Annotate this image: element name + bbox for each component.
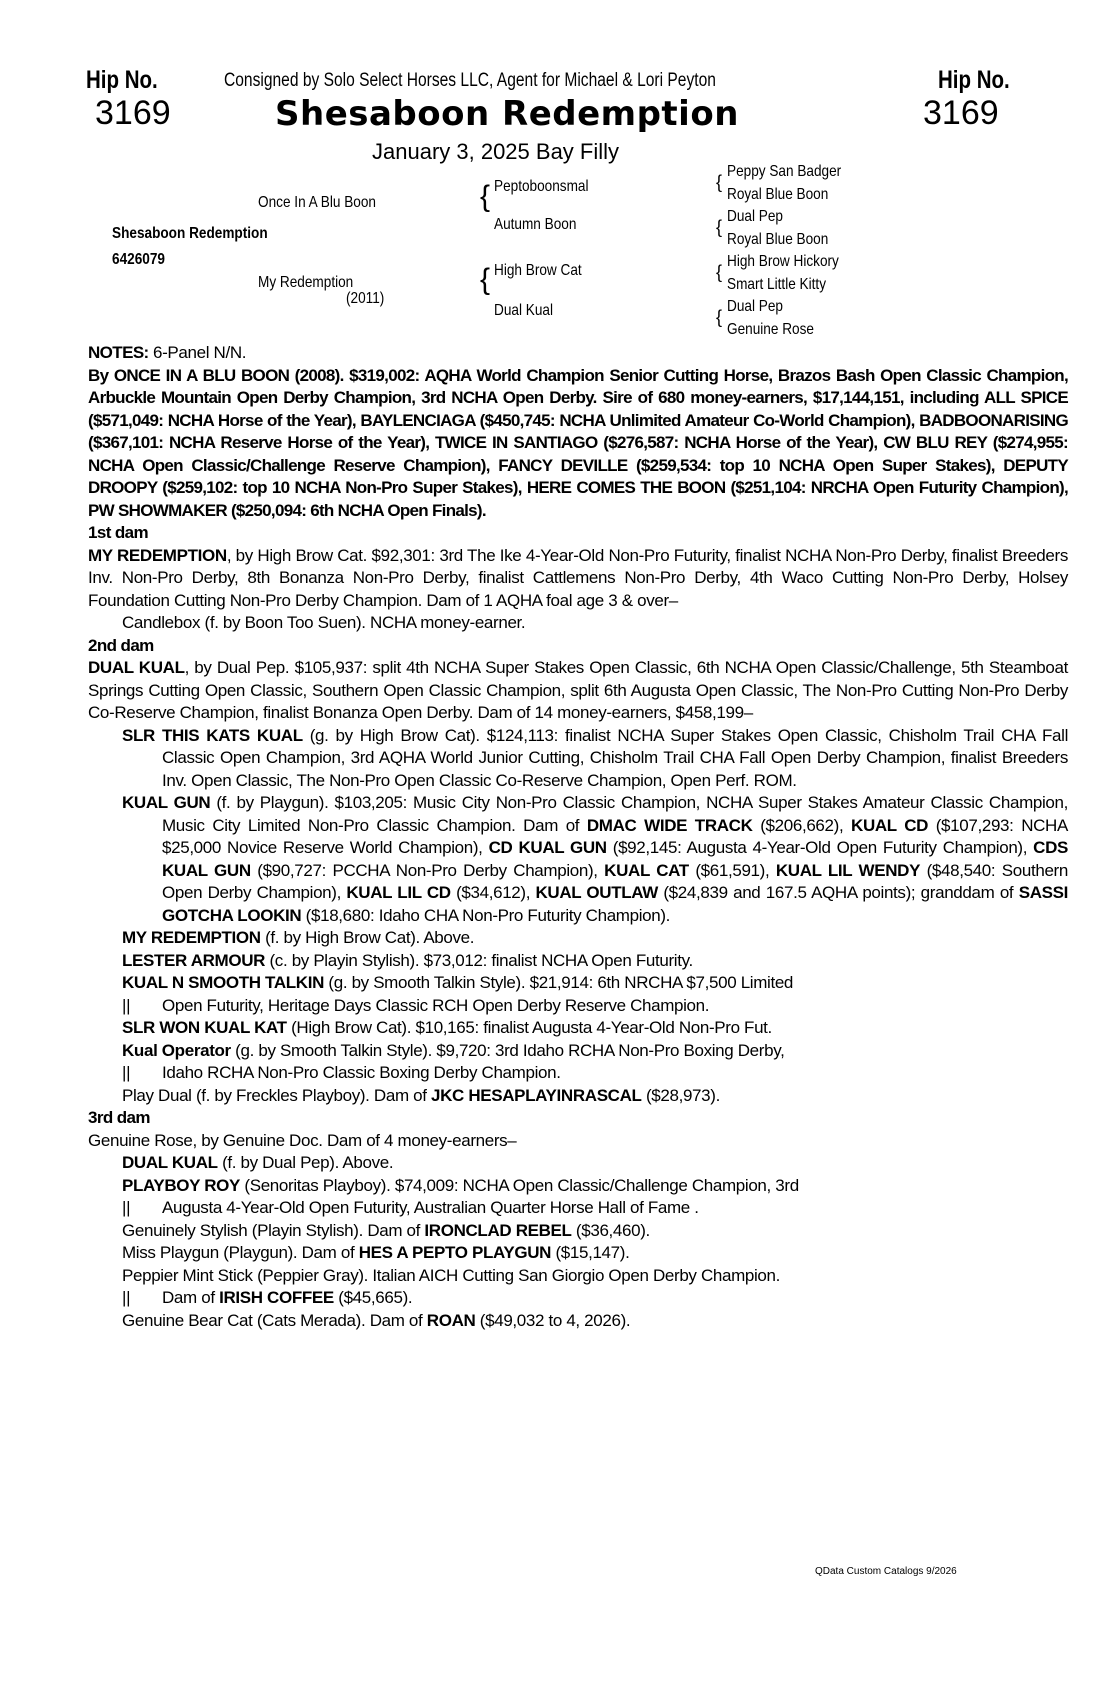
continuation-bar: || bbox=[122, 1063, 131, 1082]
catalog-footer: QData Custom Catalogs 9/2026 bbox=[815, 1566, 957, 1577]
registration-number: 6426079 bbox=[112, 251, 165, 268]
consignor: Consigned by Solo Select Horses LLC, Agent for Michael & Lori Peyton bbox=[224, 70, 716, 91]
brace-g2: { bbox=[716, 217, 723, 237]
first-dam-paragraph: MY REDEMPTION, by High Brow Cat. $92,301: 3rd The Ike 4-Year-Old Non-Pro Futurity, finalist NCHA Non-Pro Derby, finalist Breeders Inv. Non-Pro Derby, 8th Bonanza Non-Pro Derby, finalist Cattlemens Non-Pro Derby, 4th Waco Cutting Non-Pro Derby, Holsey Foundation Cutting Non-Pro Derby Champion. Dam of 1 AQHA foal age 3 & over– bbox=[88, 545, 1068, 610]
produce-entry: KUAL N SMOOTH TALKIN (g. by Smooth Talkin Style). $21,914: 6th NRCHA $7,500 Limited bbox=[122, 973, 794, 992]
produce-entry: DUAL KUAL (f. by Dual Pep). Above. bbox=[122, 1153, 394, 1172]
pedigree-g1: Peppy San Badger bbox=[727, 163, 842, 180]
brace-g4: { bbox=[716, 307, 723, 327]
hip-number-right: 3169 bbox=[923, 94, 999, 132]
pedigree-dam: My Redemption bbox=[258, 274, 354, 291]
horse-name: Shesaboon Redemption bbox=[275, 94, 739, 134]
produce-entry: Miss Playgun (Playgun). Dam of HES A PEPTO PLAYGUN ($15,147). bbox=[122, 1243, 630, 1262]
produce-entry: Play Dual (f. by Freckles Playboy). Dam of JKC HESAPLAYINRASCAL ($28,973). bbox=[122, 1085, 720, 1105]
pedigree-sire-sire: Peptoboonsmal bbox=[494, 178, 589, 195]
pedigree-g4: Royal Blue Boon bbox=[727, 231, 829, 248]
pedigree-dam-sire: High Brow Cat bbox=[494, 262, 582, 279]
catalog-body bbox=[88, 342, 1068, 1332]
hip-number-left: 3169 bbox=[95, 94, 171, 132]
pedigree-sire: Once In A Blu Boon bbox=[258, 194, 376, 211]
hip-label-left: Hip No. bbox=[86, 66, 158, 94]
foaling-info: January 3, 2025 Bay Filly bbox=[372, 139, 620, 164]
hip-label-right: Hip No. bbox=[938, 66, 1010, 94]
second-dam-heading: 2nd dam bbox=[88, 635, 154, 655]
pedigree-sire-dam: Autumn Boon bbox=[494, 216, 577, 233]
produce-entry: Genuine Bear Cat (Cats Merada). Dam of ROAN ($49,032 to 4, 2026). bbox=[122, 1310, 631, 1330]
sire-paragraph: By ONCE IN A BLU BOON (2008). $319,002: AQHA World Champion Senior Cutting Horse, Brazos Bash Open Classic Champion, Arbuckle Mountain Open Derby Champion, 3rd NCHA Open Derby. Sire of 680 money-earners, $17,144,151, including ALL SPICE ($571,049: NCHA Horse of the Year), BAYLENCIAGA ($450,745: NCHA Unlimited Amateur Co-World Champion), BADBOONARISING ($367,101: NCHA Reserve Horse of the Year), TWICE IN SANTIAGO ($276,587: NCHA Horse of the Year), CW BLU REY ($274,955: NCHA Open Classic/Challenge Reserve Champion), FANCY DEVILLE ($259,534: top 10 NCHA Open Super Stakes), DEPUTY DROOPY ($259,102: top 10 NCHA Non-Pro Super Stakes), HERE COMES THE BOON ($251,104: NRCHA Open Futurity Champion), PW SHOWMAKER ($250,094: 6th NCHA Open Finals). bbox=[88, 365, 1068, 520]
produce-entry: MY REDEMPTION (f. by High Brow Cat). Above. bbox=[122, 928, 475, 947]
continuation-bar: || bbox=[122, 1198, 131, 1217]
produce-entry: Kual Operator (g. by Smooth Talkin Style). $9,720: 3rd Idaho RCHA Non-Pro Boxing Derby, bbox=[122, 1040, 785, 1060]
continuation-bar: || bbox=[122, 1288, 131, 1307]
first-dam-heading: 1st dam bbox=[88, 523, 149, 542]
produce-continuation: || Open Futurity, Heritage Days Classic RCH Open Derby Reserve Champion. bbox=[122, 995, 1068, 1018]
pedigree-dam-dam: Dual Kual bbox=[494, 302, 553, 319]
pedigree-g8: Genuine Rose bbox=[727, 321, 814, 338]
pedigree-g2: Royal Blue Boon bbox=[727, 186, 829, 203]
brace-sire: { bbox=[480, 180, 491, 213]
brace-dam: { bbox=[480, 263, 491, 296]
brace-g3: { bbox=[716, 262, 723, 282]
produce-entry: SLR WON KUAL KAT (High Brow Cat). $10,165: finalist Augusta 4-Year-Old Non-Pro Fut. bbox=[122, 1018, 772, 1037]
third-dam-paragraph: Genuine Rose, by Genuine Doc. Dam of 4 money-earners– bbox=[88, 1130, 517, 1150]
brace-g1: { bbox=[716, 172, 723, 192]
pedigree-subject: Shesaboon Redemption bbox=[112, 225, 268, 242]
produce-continuation: || Idaho RCHA Non-Pro Classic Boxing Derby Champion. bbox=[122, 1062, 1068, 1085]
first-dam-produce: Candlebox (f. by Boon Too Suen). NCHA money-earner. bbox=[122, 613, 526, 632]
produce-entry: SLR THIS KATS KUAL (g. by High Brow Cat). $124,113: finalist NCHA Super Stakes Open Classic, Chisholm Trail CHA Fall Classic Open Champion, 3rd AQHA World Junior Cutting, Chisholm Trail CHA Fall Open Derby Champion, finalist Breeders Inv. Open Classic, The Non-Pro Open Classic Co-Reserve Champion, Open Perf. ROM. bbox=[122, 725, 1068, 790]
pedigree-g6: Smart Little Kitty bbox=[727, 276, 827, 293]
pedigree-g7: Dual Pep bbox=[727, 298, 783, 315]
notes: NOTES: 6-Panel N/N. bbox=[88, 343, 247, 362]
produce-entry: Peppier Mint Stick (Peppier Gray). Italian AICH Cutting San Giorgio Open Derby Champion. bbox=[122, 1265, 781, 1285]
produce-entry: LESTER ARMOUR (c. by Playin Stylish). $73,012: finalist NCHA Open Futurity. bbox=[122, 950, 693, 970]
third-dam-heading: 3rd dam bbox=[88, 1108, 150, 1127]
produce-continuation: || Dam of IRISH COFFEE ($45,665). bbox=[122, 1287, 1068, 1310]
produce-entry: PLAYBOY ROY (Senoritas Playboy). $74,009: NCHA Open Classic/Challenge Champion, 3rd bbox=[122, 1175, 799, 1195]
continuation-bar: || bbox=[122, 995, 131, 1015]
produce-continuation: || Augusta 4-Year-Old Open Futurity, Australian Quarter Horse Hall of Fame . bbox=[122, 1197, 1068, 1220]
pedigree-g3: Dual Pep bbox=[727, 208, 783, 225]
pedigree-dam-year: (2011) bbox=[346, 290, 385, 307]
pedigree-g5: High Brow Hickory bbox=[727, 253, 839, 270]
second-dam-paragraph: DUAL KUAL, by Dual Pep. $105,937: split 4th NCHA Super Stakes Open Classic, 6th NCHA Open Classic/Challenge, 5th Steamboat Springs Cutting Open Classic, Southern Open Classic Champion, split 6th Augusta Open Classic, The Non-Pro Cutting Non-Pro Derby Co-Reserve Champion, finalist Bonanza Open Derby. Dam of 14 money-earners, $458,199– bbox=[88, 658, 1068, 722]
produce-entry: KUAL GUN (f. by Playgun). $103,205: Music City Non-Pro Classic Champion, NCHA Super Stakes Amateur Classic Champion, Music City Limited Non-Pro Classic Champion. Dam of DMAC WIDE TRACK ($206,662), KUAL CD ($107,293: NCHA $25,000 Novice Reserve World Champion), CD KUAL GUN ($92,145: Augusta 4-Year-Old Open Futurity Champion), CDS KUAL GUN ($90,727: PCCHA Non-Pro Derby Champion), KUAL CAT ($61,591), KUAL LIL WENDY ($48,540: Southern Open Derby Champion), KUAL LIL CD ($34,612), KUAL OUTLAW ($24,839 and 167.5 AQHA points); granddam of SASSI GOTCHA LOOKIN ($18,680: Idaho CHA Non-Pro Futurity Champion). bbox=[122, 793, 1068, 925]
produce-entry: Genuinely Stylish (Playin Stylish). Dam of IRONCLAD REBEL ($36,460). bbox=[122, 1220, 650, 1240]
